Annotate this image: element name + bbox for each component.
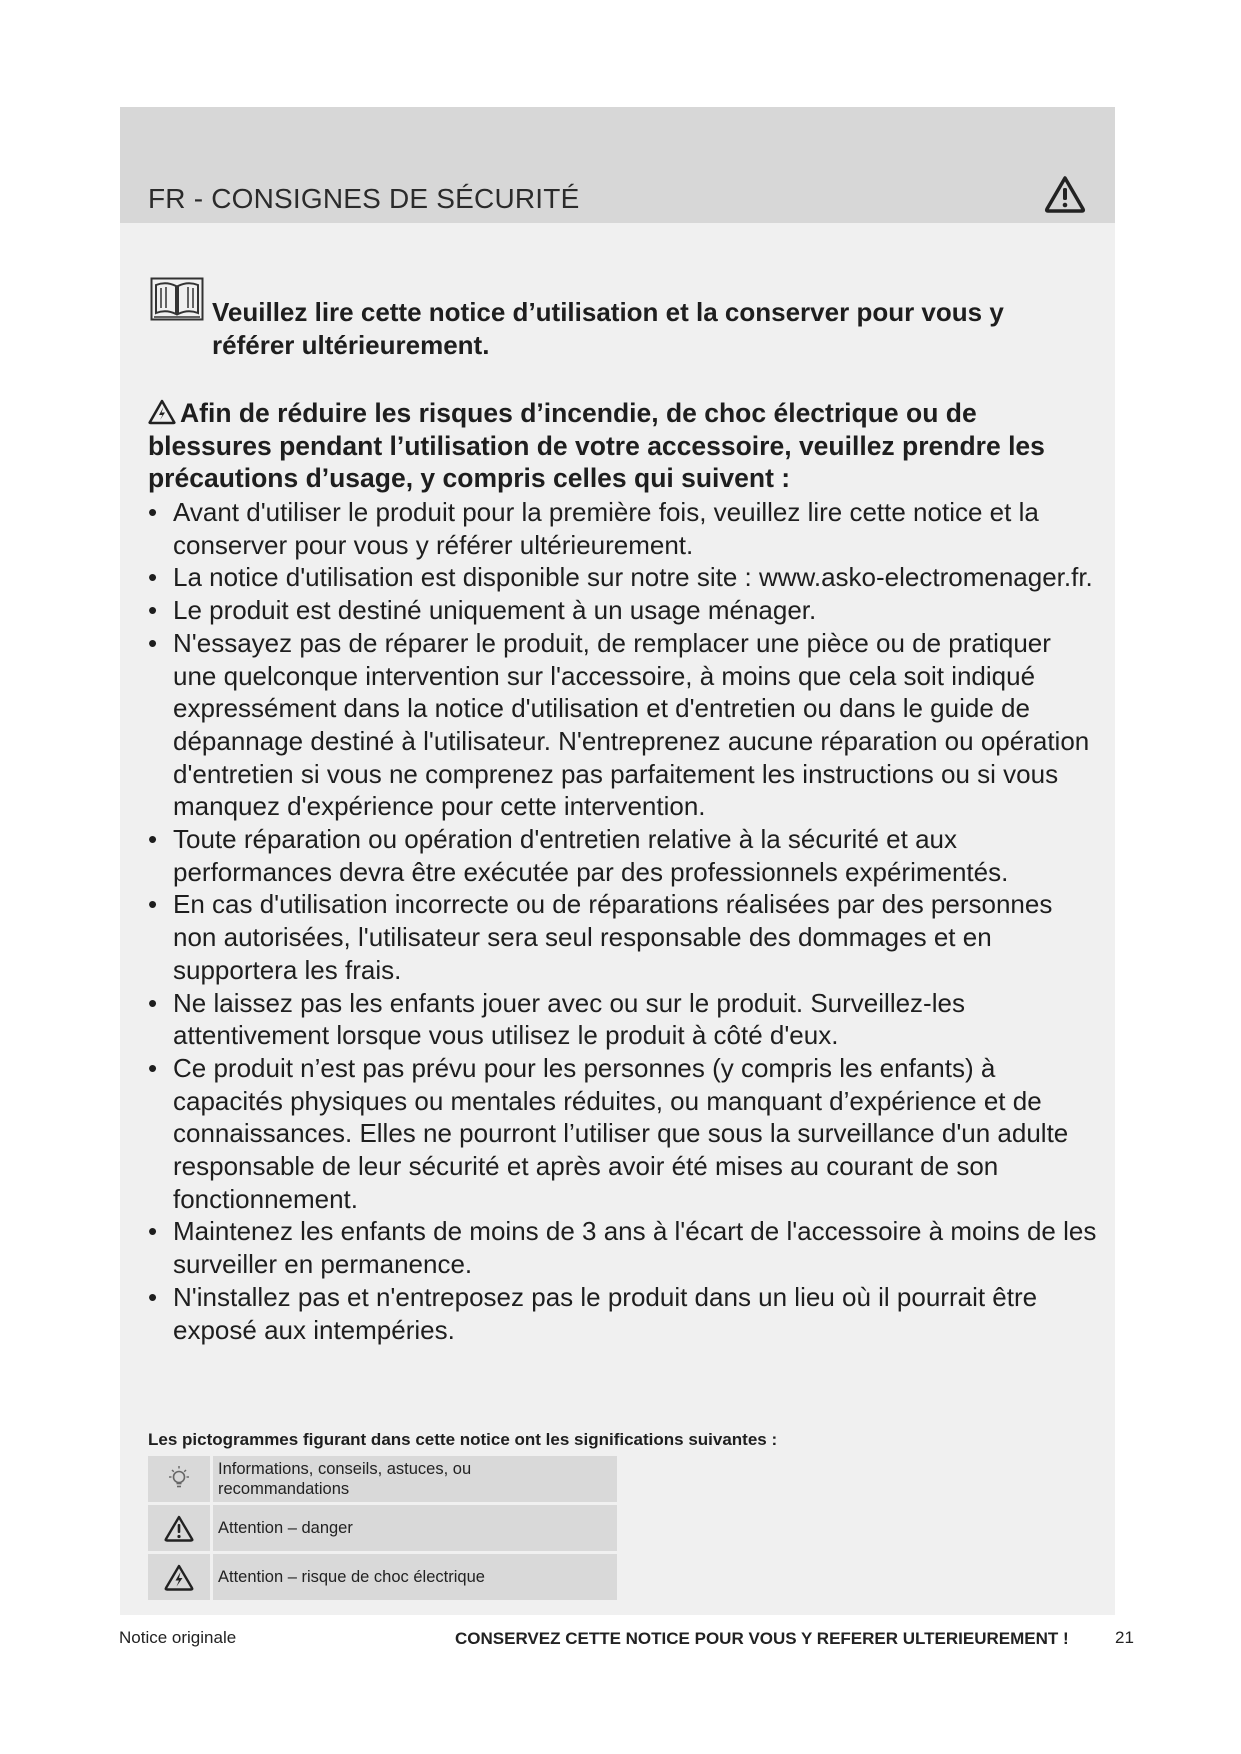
intro-text: Veuillez lire cette notice d’utilisation et la conserver pour vous y référer ultérieurement. (212, 297, 1004, 360)
pictogram-label: Attention – risque de choc électrique (218, 1568, 485, 1586)
page-title: FR - CONSIGNES DE SÉCURITÉ (148, 183, 580, 214)
list-item-text: La notice d'utilisation est disponible sur notre site : www.asko-electromenager.fr. (173, 562, 1093, 593)
list-item (148, 561, 1098, 594)
electric-shock-icon (164, 1564, 194, 1591)
pictogram-label: Attention – danger (218, 1519, 353, 1537)
pictogram-row (148, 1554, 617, 1600)
list-item: • Ne laissez pas les enfants jouer avec ou sur le produit. Surveillez-les attentivement lorsque vous utilisez le produit à côté d'eux. (148, 987, 1098, 1052)
footer-original-notice: Notice originale (119, 1628, 237, 1647)
footer-keep-notice: CONSERVEZ CETTE NOTICE POUR VOUS Y REFERER ULTERIEUREMENT ! (455, 1629, 1069, 1648)
lightbulb-icon (164, 1464, 194, 1494)
book-icon (150, 277, 204, 321)
warning-triangle-icon (164, 1515, 194, 1542)
warning-text: Afin de réduire les risques d’incendie, de choc électrique ou de blessures pendant l’utilisation de votre accessoire, veuillez prendre les précautions d’usage, y compris celles qui suivent : (148, 398, 1045, 493)
pictogram-row (148, 1505, 617, 1551)
pictogram-label: Informations, conseils, astuces, ou recommandations (218, 1460, 472, 1498)
list-item: • N'installez pas et n'entreposez pas le produit dans un lieu où il pourrait être exposé aux intempéries. (148, 1281, 1098, 1346)
pictogram-table (148, 1456, 617, 1603)
warning-triangle-icon (1044, 175, 1086, 213)
page-number: 21 (1115, 1628, 1134, 1647)
list-item: • En cas d'utilisation incorrecte ou de réparations réalisées par des personnes non autorisées, l'utilisateur sera seul responsable des dommages et en supportera les frais. (148, 888, 1098, 986)
list-item: • Toute réparation ou opération d'entretien relative à la sécurité et aux performances devra être exécutée par des professionnels expérimentés. (148, 823, 1098, 888)
list-item: • Le produit est destiné uniquement à un usage ménager. (148, 594, 1098, 627)
warning-triangle-icon (148, 399, 176, 425)
list-item: • N'essayez pas de réparer le produit, de remplacer une pièce ou de pratiquer une quelconque intervention sur l'accessoire, à moins que cela soit indiqué expressément dans la notice d'utilisation et d'entretien ou dans le guide de dépannage destiné à l'utilisateur. N'entreprenez aucune réparation ou opération d'entretien si vous ne comprenez pas parfaitement les instructions ou si vous manquez d'expérience pour cette intervention. (148, 627, 1098, 823)
pictogram-row (148, 1456, 617, 1502)
warning-heading (148, 397, 1088, 495)
list-item: • Ce produit n’est pas prévu pour les personnes (y compris les enfants) à capacités physiques ou mentales réduites, ou manquant d’expérience et de connaissances. Elles ne pourront l’utiliser que sous la surveillance d'un adulte responsable de leur sécurité et après avoir été mises au courant de son fonctionnement. (148, 1052, 1098, 1216)
list-item: • Avant d'utiliser le produit pour la première fois, veuillez lire cette notice et la conserver pour vous y référer ultérieurement. (148, 496, 1098, 561)
safety-instructions-list (148, 496, 1098, 1346)
list-item: • Maintenez les enfants de moins de 3 ans à l'écart de l'accessoire à moins de les surveiller en permanence. (148, 1215, 1098, 1280)
pictogram-caption: Les pictogrammes figurant dans cette notice ont les significations suivantes : (148, 1430, 778, 1449)
